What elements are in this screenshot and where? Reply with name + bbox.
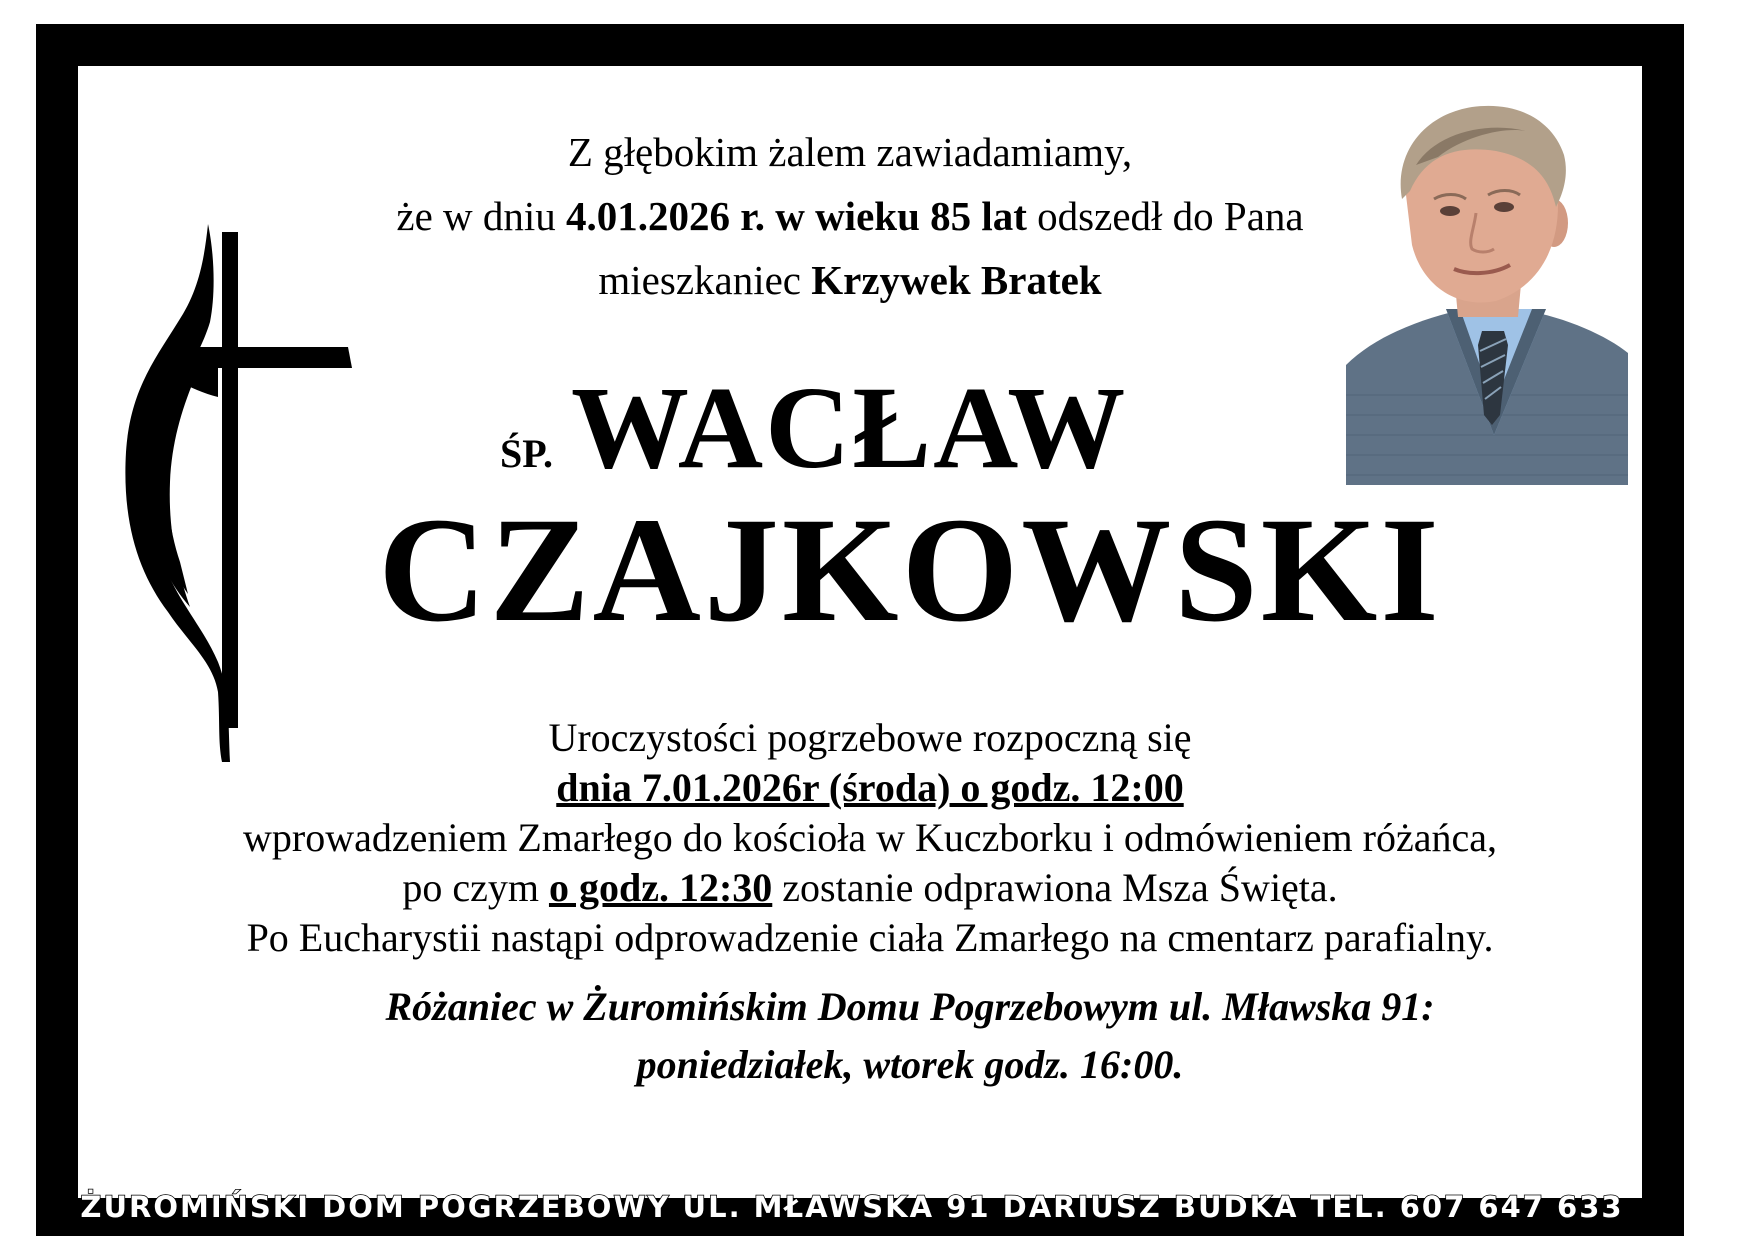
- funeral-details: [60, 713, 1680, 963]
- mass-time: o godz. 12:30: [548, 865, 773, 910]
- deceased-first-name-line: [500, 360, 1127, 496]
- rosary-info: [160, 978, 1660, 1094]
- footer-text: ŻUROMIŃSKI DOM POGRZEBOWY UL. MŁAWSKA 91 DARIUSZ BUDKA TEL. 607 647 633: [80, 1190, 1624, 1224]
- intro-line-3-prefix: mieszkaniec: [598, 257, 812, 303]
- intro-line-2: [250, 184, 1450, 248]
- deceased-first-name: WACŁAW: [571, 362, 1128, 493]
- funeral-date-time: dnia 7.01.2026r (środa) o godz. 12:00: [556, 765, 1184, 810]
- intro-line-3: [250, 248, 1450, 312]
- intro-line-1: Z głębokim żalem zawiadamiamy,: [567, 129, 1133, 175]
- ceremony-line-2: [60, 763, 1680, 813]
- announcement-intro: [250, 120, 1450, 312]
- ceremony-line-3: wprowadzeniem Zmarłego do kościoła w Kuczborku i odmówieniem różańca,: [242, 815, 1498, 860]
- honorific: ŚP.: [500, 431, 554, 476]
- deceased-surname: CZAJKOWSKI: [378, 487, 1442, 653]
- ceremony-line-4-suffix: zostanie odprawiona Msza Święta.: [772, 865, 1338, 910]
- ceremony-line-4-prefix: po czym: [402, 865, 549, 910]
- ceremony-line-4: [60, 863, 1680, 913]
- rosary-line-1: Różaniec w Żuromińskim Domu Pogrzebowym ul. Mławska 91:: [385, 984, 1435, 1029]
- intro-line-2-suffix: odszedł do Pana: [1026, 193, 1304, 239]
- residence-place: Krzywek Bratek: [811, 257, 1102, 303]
- rosary-line-2: poniedziałek, wtorek godz. 16:00.: [636, 1042, 1184, 1087]
- intro-line-2-prefix: że w dniu: [396, 193, 567, 239]
- ceremony-line-1: Uroczystości pogrzebowe rozpoczną się: [548, 715, 1192, 760]
- ceremony-line-5: Po Eucharystii nastąpi odprowadzenie ciała Zmarłego na cmentarz parafialny.: [246, 915, 1494, 960]
- death-date-age: 4.01.2026 r. w wieku 85 lat: [566, 193, 1027, 239]
